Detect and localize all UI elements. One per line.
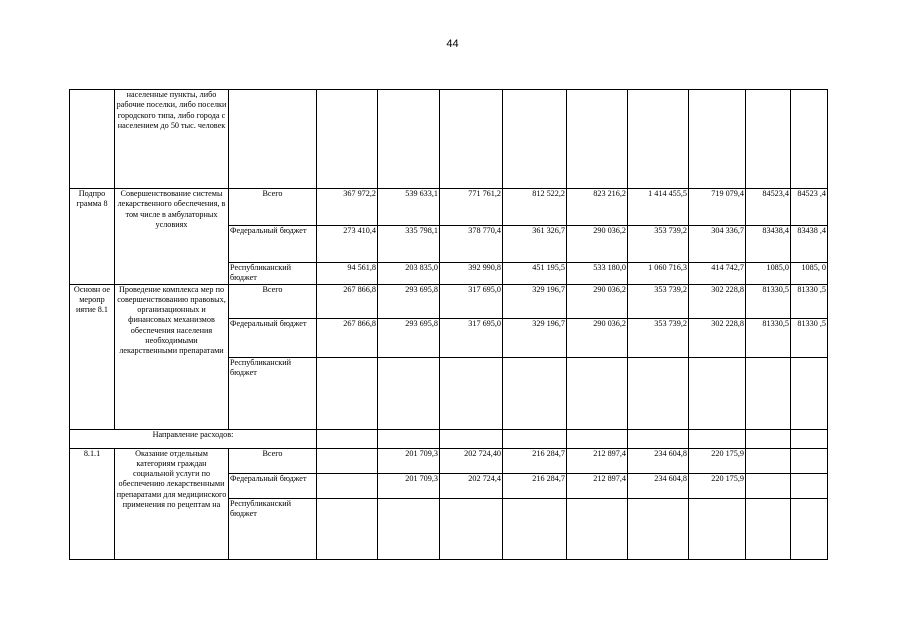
amount-cell: 201 709,3 (378, 473, 440, 498)
program-name: Оказание отдельным категориям граждан социальной услуги по обеспечению лекарственными препаратами для медицинского применения по рецептам на (115, 448, 229, 559)
program-name: Совершенствование системы лекарственного обеспечения, в том числе в амбулаторных условиях (115, 189, 229, 285)
empty-cell (378, 429, 440, 448)
funding-source: Федеральный бюджет (229, 226, 317, 263)
amount-cell: 1 414 455,5 (628, 189, 689, 226)
amount-cell: 361 326,7 (503, 226, 567, 263)
amount-cell (791, 473, 828, 498)
empty-cell (689, 429, 746, 448)
amount-cell (317, 498, 378, 559)
amount-cell: 83438,4 (746, 226, 791, 263)
amount-cell: 304 336,7 (689, 226, 746, 263)
amount-cell (628, 498, 689, 559)
amount-cell: 290 036,2 (567, 284, 628, 318)
amount-cell (628, 357, 689, 429)
amount-cell (440, 498, 503, 559)
amount-cell: 220 175,9 (689, 473, 746, 498)
amount-cell: 1085, 0 (791, 263, 828, 285)
table-row (70, 448, 828, 473)
amount-cell: 302 228,8 (689, 318, 746, 357)
amount-cell: 234 604,8 (628, 473, 689, 498)
amount-cell: 539 633,1 (378, 189, 440, 226)
funding-source: Республиканский бюджет (229, 357, 317, 429)
amount-cell (503, 498, 567, 559)
funding-source: Федеральный бюджет (229, 318, 317, 357)
amount-cell: 81330 ,5 (791, 284, 828, 318)
amount-cell: 267 866,8 (317, 284, 378, 318)
empty-cell (440, 429, 503, 448)
amount-cell: 83438 ,4 (791, 226, 828, 263)
amount-cell (746, 448, 791, 473)
amount-cell: 329 196,7 (503, 318, 567, 357)
program-name: Проведение комплекса мер по совершенствованию правовых, организационных и финансовых механизмов обеспечения населения необходимыми лекарственными препаратами (115, 284, 229, 429)
amount-cell: 84523,4 (746, 189, 791, 226)
amount-cell: 719 079,4 (689, 189, 746, 226)
program-code: Основн ое меропр иятие 8.1 (70, 284, 115, 429)
amount-cell: 771 761,2 (440, 189, 503, 226)
table-row (70, 189, 828, 226)
amount-cell: 823 216,2 (567, 189, 628, 226)
amount-cell (791, 90, 828, 189)
funding-source: Республиканский бюджет (229, 498, 317, 559)
amount-cell: 267 866,8 (317, 318, 378, 357)
table-row (70, 90, 828, 189)
amount-cell: 216 284,7 (503, 473, 567, 498)
amount-cell: 202 724,4 (440, 473, 503, 498)
amount-cell: 290 036,2 (567, 318, 628, 357)
amount-cell (317, 90, 378, 189)
amount-cell (567, 357, 628, 429)
amount-cell: 414 742,7 (689, 263, 746, 285)
amount-cell: 533 180,0 (567, 263, 628, 285)
amount-cell: 202 724,40 (440, 448, 503, 473)
amount-cell (689, 357, 746, 429)
amount-cell (746, 498, 791, 559)
amount-cell: 293 695,8 (378, 284, 440, 318)
amount-cell: 203 835,0 (378, 263, 440, 285)
amount-cell: 212 897,4 (567, 473, 628, 498)
program-code: 8.1.1 (70, 448, 115, 559)
amount-cell (378, 357, 440, 429)
amount-cell: 216 284,7 (503, 448, 567, 473)
amount-cell: 812 522,2 (503, 189, 567, 226)
empty-cell (503, 429, 567, 448)
empty-cell (746, 429, 791, 448)
amount-cell (628, 90, 689, 189)
amount-cell (791, 357, 828, 429)
amount-cell: 84523 ,4 (791, 189, 828, 226)
amount-cell: 353 739,2 (628, 284, 689, 318)
amount-cell (746, 473, 791, 498)
amount-cell: 290 036,2 (567, 226, 628, 263)
funding-source: Всего (229, 189, 317, 226)
funding-source (229, 90, 317, 189)
amount-cell: 234 604,8 (628, 448, 689, 473)
amount-cell: 353 739,2 (628, 318, 689, 357)
empty-cell (628, 429, 689, 448)
amount-cell: 317 695,0 (440, 318, 503, 357)
funding-source: Всего (229, 284, 317, 318)
program-code: Подпро грамма 8 (70, 189, 115, 285)
amount-cell (689, 90, 746, 189)
amount-cell (503, 357, 567, 429)
empty-cell (567, 429, 628, 448)
amount-cell: 94 561,8 (317, 263, 378, 285)
amount-cell: 317 695,0 (440, 284, 503, 318)
amount-cell: 353 739,2 (628, 226, 689, 263)
table-row (70, 284, 828, 318)
amount-cell (440, 90, 503, 189)
amount-cell: 1 060 716,3 (628, 263, 689, 285)
amount-cell (746, 90, 791, 189)
amount-cell: 367 972,2 (317, 189, 378, 226)
amount-cell: 273 410,4 (317, 226, 378, 263)
amount-cell (567, 90, 628, 189)
amount-cell: 81330 ,5 (791, 318, 828, 357)
program-code (70, 90, 115, 189)
amount-cell: 81330,5 (746, 284, 791, 318)
amount-cell: 81330,5 (746, 318, 791, 357)
amount-cell (317, 448, 378, 473)
amount-cell: 378 770,4 (440, 226, 503, 263)
budget-table (69, 89, 828, 560)
empty-cell (317, 429, 378, 448)
amount-cell: 302 228,8 (689, 284, 746, 318)
amount-cell: 1085,0 (746, 263, 791, 285)
amount-cell (317, 473, 378, 498)
direction-row (70, 429, 828, 448)
direction-label: Направление расходов: (70, 429, 317, 448)
amount-cell (791, 448, 828, 473)
empty-cell (791, 429, 828, 448)
amount-cell (440, 357, 503, 429)
amount-cell: 329 196,7 (503, 284, 567, 318)
amount-cell: 293 695,8 (378, 318, 440, 357)
amount-cell (746, 357, 791, 429)
page-number: 44 (446, 38, 459, 50)
funding-source: Всего (229, 448, 317, 473)
program-name: населенные пункты, либо рабочие поселки, либо поселки городского типа, либо города с населением до 50 тыс. человек (115, 90, 229, 189)
amount-cell (378, 498, 440, 559)
amount-cell: 201 709,3 (378, 448, 440, 473)
amount-cell: 212 897,4 (567, 448, 628, 473)
amount-cell: 220 175,9 (689, 448, 746, 473)
amount-cell (503, 90, 567, 189)
amount-cell (689, 498, 746, 559)
amount-cell: 335 798,1 (378, 226, 440, 263)
amount-cell (567, 498, 628, 559)
amount-cell (791, 498, 828, 559)
amount-cell: 392 990,8 (440, 263, 503, 285)
amount-cell (378, 90, 440, 189)
funding-source: Республиканский бюджет (229, 263, 317, 285)
amount-cell: 451 195,5 (503, 263, 567, 285)
amount-cell (317, 357, 378, 429)
funding-source: Федеральный бюджет (229, 473, 317, 498)
